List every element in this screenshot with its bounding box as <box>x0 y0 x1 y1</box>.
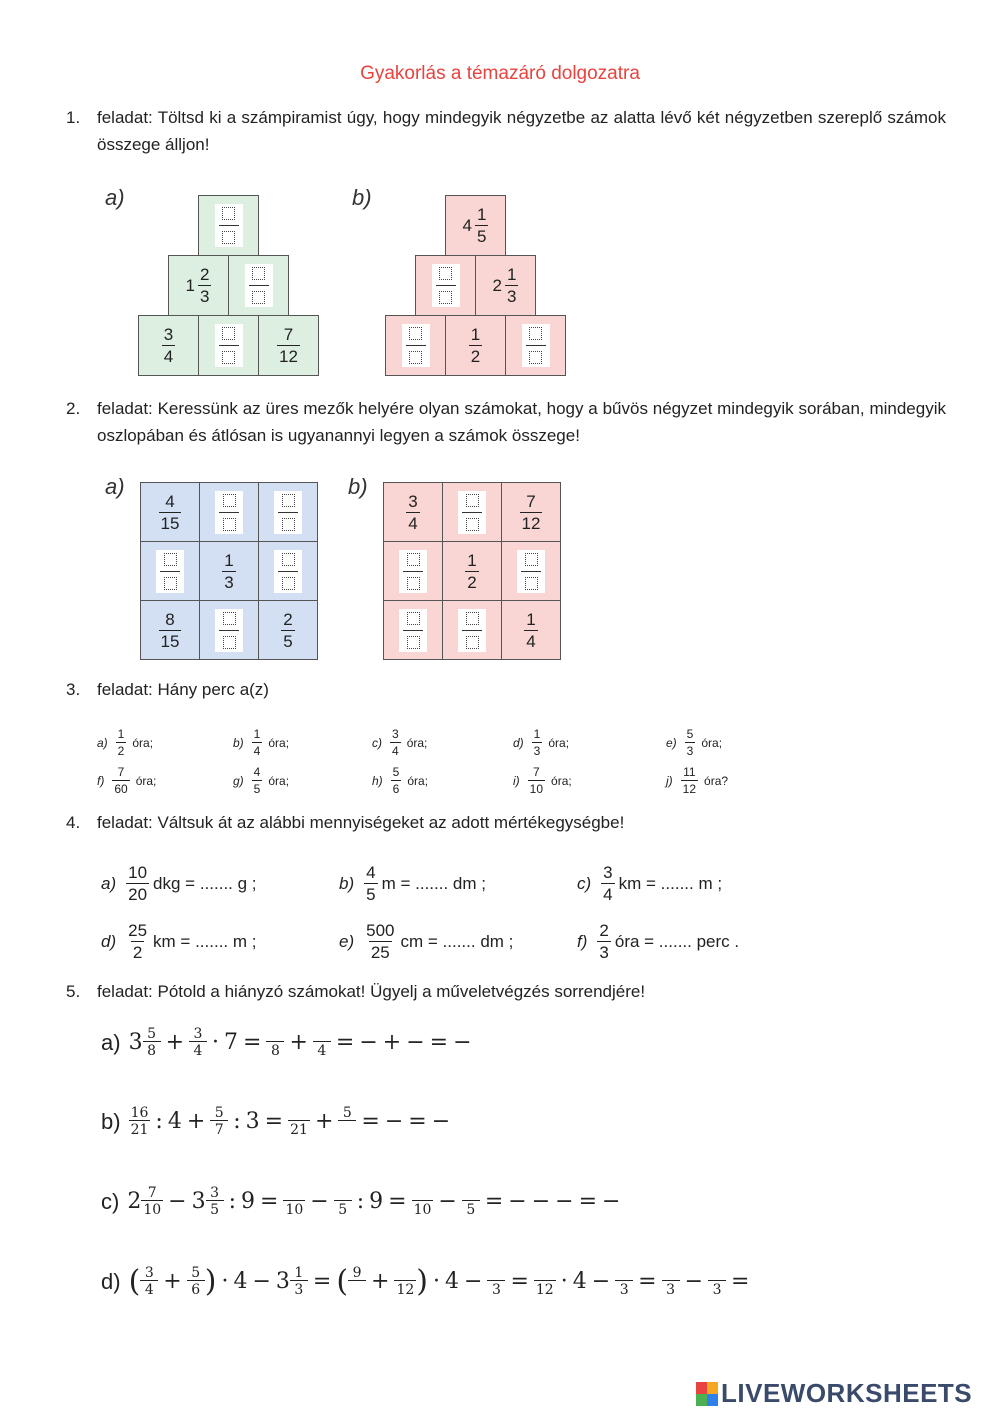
blank-fraction-input[interactable] <box>402 324 430 367</box>
item-label: j) <box>666 773 673 788</box>
fraction: $\frac{10}{20}$ <box>128 863 148 904</box>
item-label: i) <box>513 773 520 788</box>
task-text: feladat: Hány perc a(z) <box>97 680 269 699</box>
fraction: $\frac{3}{4}$ <box>392 727 399 758</box>
task-number: 5. <box>66 982 81 1001</box>
pyramid-cell <box>198 315 259 376</box>
fraction: $\frac{1}{4}$ <box>253 727 261 758</box>
fraction: $\frac{2}{3}$ <box>200 265 210 306</box>
item-unit: óra; <box>268 773 290 788</box>
fraction: $\frac{1}{3}$ <box>507 265 517 306</box>
task-3-item <box>97 766 156 795</box>
fraction: $\frac{7}{12}$ <box>279 325 298 366</box>
magic-square-cell <box>199 482 259 542</box>
fraction: $\frac{2}{5}$ <box>283 609 293 651</box>
blank-fraction-input[interactable] <box>517 550 545 593</box>
pyramid-cell <box>415 255 476 316</box>
magic-square-cell <box>501 541 561 601</box>
magic-square-cell <box>140 541 200 601</box>
blank-fraction-input[interactable] <box>522 324 550 367</box>
task-number: 3. <box>66 680 81 699</box>
item-label: h) <box>372 773 383 788</box>
item-label: c) <box>372 735 382 750</box>
blank-fraction-input[interactable] <box>156 550 184 593</box>
pyramid-label: a) <box>105 185 125 210</box>
task-4-item <box>577 864 722 903</box>
magic-square-label: b) <box>348 474 368 499</box>
magic-square-label: a) <box>105 474 125 499</box>
fraction: $\frac{1}{5}$ <box>477 205 487 246</box>
magic-square-cell <box>258 541 318 601</box>
fraction: $\frac{1}{3}$ <box>224 550 234 592</box>
fraction: $\frac{1}{4}$ <box>526 609 536 651</box>
item-unit: óra? <box>704 773 729 788</box>
conversion-blank[interactable]: dkg = ....... g ; <box>153 873 257 893</box>
logo-square <box>696 1382 707 1394</box>
fraction: $\frac{8}{15}$ <box>160 609 180 651</box>
magic-square-cell <box>199 541 259 601</box>
magic-square-cell <box>442 541 502 601</box>
equation-b: b) 16 21 : 4 + $\frac{5}{7}$ : 3 = 21 + 5 = − = − <box>101 1105 451 1138</box>
pyramid-cell <box>228 255 289 316</box>
task-1 <box>66 104 946 158</box>
task-3-item <box>513 728 569 757</box>
task-4-item <box>339 922 513 961</box>
fraction: $\frac{3}{4}$ <box>408 491 418 533</box>
equation-label: c) <box>101 1188 120 1214</box>
task-3-item <box>372 766 428 795</box>
task-3-item <box>513 766 572 795</box>
conversion-blank[interactable]: km = ....... m ; <box>618 873 723 893</box>
magic-square-cell <box>140 600 200 660</box>
equation-c: c) 2 7 10 − 3 3 5 : 9 = 10 − 5 : 9 = 10 − 5 = − − − = − <box>101 1185 621 1218</box>
task-number: 4. <box>66 813 81 832</box>
task-4-item <box>339 864 486 903</box>
blank-fraction-input[interactable] <box>274 550 302 593</box>
equation-label: a) <box>101 1029 121 1055</box>
pyramid-cell <box>138 315 199 376</box>
pyramid-cell <box>385 315 446 376</box>
item-label: a) <box>101 873 117 893</box>
blank-fraction-input[interactable] <box>458 491 486 534</box>
equation-label: b) <box>101 1108 121 1134</box>
fraction: $\frac{5}{6}$ <box>392 765 400 796</box>
pyramid-cell <box>445 315 506 376</box>
fraction: $\frac{3}{4}$ <box>603 863 613 904</box>
item-label: f) <box>577 931 588 951</box>
pyramid-cell <box>168 255 229 316</box>
task-number: 2. <box>66 399 81 418</box>
fraction: $\frac{500}{25}$ <box>366 921 395 962</box>
pyramid-cell <box>198 195 259 256</box>
magic-square-cell <box>501 482 561 542</box>
task-2 <box>66 395 946 449</box>
fraction: $\frac{1}{3}$ <box>533 727 541 758</box>
whole-number: 2 <box>492 275 502 295</box>
fraction: $\frac{1}{2}$ <box>467 550 477 592</box>
magic-square-cell <box>140 482 200 542</box>
item-unit: óra; <box>407 773 429 788</box>
fraction: $\frac{7}{12}$ <box>521 491 541 533</box>
fraction: $\frac{2}{3}$ <box>599 921 609 962</box>
blank-fraction-input[interactable] <box>399 609 427 652</box>
pyramid-cell <box>475 255 536 316</box>
item-unit: óra; <box>135 773 157 788</box>
magic-square-cell <box>383 600 443 660</box>
magic-square-cell <box>501 600 561 660</box>
equation-a: a) 3 5 8 + $\frac{3}{4}$ · 7 = 8 + 4 = − + − = − <box>101 1026 472 1059</box>
fraction: $\frac{25}{2}$ <box>128 921 148 962</box>
item-label: e) <box>339 931 355 951</box>
whole-number: 1 <box>185 275 195 295</box>
magic-square-cell <box>199 600 259 660</box>
pyramid-cell <box>258 315 319 376</box>
magic-square-cell <box>383 482 443 542</box>
blank-fraction-input[interactable] <box>215 324 243 367</box>
item-label: f) <box>97 773 105 788</box>
magic-square-cell <box>442 482 502 542</box>
fraction: $\frac{4}{5}$ <box>253 765 261 796</box>
task-3-item <box>97 728 153 757</box>
blank-fraction-input[interactable] <box>458 609 486 652</box>
item-label: b) <box>339 873 355 893</box>
page-title: Gyakorlás a témazáró dolgozatra <box>360 63 640 84</box>
equation-d: d) ( 3 4 + $\frac{5}{6}$ ) · 4 − 3 $\frac{1}{3}$ = ( 9 + 12 ) · 4 − 3 = 12 · 4 − 3 = 3 − 3 = <box>101 1264 750 1299</box>
magic-square-cell <box>383 541 443 601</box>
item-label: g) <box>233 773 244 788</box>
task-3-item <box>372 728 427 757</box>
fraction: $\frac{4}{5}$ <box>366 863 376 904</box>
conversion-blank[interactable]: km = ....... m ; <box>153 931 257 951</box>
item-unit: óra; <box>551 773 572 788</box>
blank-fraction-input[interactable] <box>215 609 243 652</box>
whole-number: 4 <box>462 215 472 235</box>
fraction: $\frac{1}{2}$ <box>470 325 481 366</box>
task-number: 1. <box>66 108 81 127</box>
logo-square <box>707 1382 718 1394</box>
task-text: feladat: Váltsuk át az alábbi mennyiségeket az adott mértékegységbe! <box>97 813 625 832</box>
fraction: $\frac{3}{4}$ <box>163 325 174 366</box>
item-unit: óra; <box>406 735 428 750</box>
task-5 <box>66 978 946 1005</box>
blank-fraction-input[interactable] <box>245 264 273 307</box>
task-4-item <box>101 922 256 961</box>
task-4-item <box>101 864 257 903</box>
logo-square <box>696 1394 707 1406</box>
logo-mark-icon <box>696 1382 718 1406</box>
blank-fraction-input[interactable] <box>215 204 243 247</box>
blank-fraction-input[interactable] <box>432 264 460 307</box>
pyramid-cell <box>445 195 506 256</box>
equation-label: d) <box>101 1268 121 1294</box>
task-3-item <box>666 728 722 757</box>
magic-square-cell <box>258 600 318 660</box>
fraction: $\frac{7}{10}$ <box>529 765 544 796</box>
pyramid-label: b) <box>352 185 372 210</box>
blank-fraction-input[interactable] <box>215 491 243 534</box>
pyramid-cell <box>505 315 566 376</box>
item-unit: óra; <box>268 735 290 750</box>
conversion-blank[interactable]: cm = ....... dm ; <box>400 931 514 951</box>
conversion-blank[interactable]: óra = ....... perc . <box>614 931 740 951</box>
item-label: d) <box>101 931 117 951</box>
conversion-blank[interactable]: m = ....... dm ; <box>381 873 486 893</box>
task-text: feladat: Töltsd ki a számpiramist úgy, hogy mindegyik négyzetbe az alatta lévő két négyzetben szereplő számok összege álljon! <box>97 108 946 154</box>
item-label: a) <box>97 735 108 750</box>
fraction: $\frac{11}{12}$ <box>682 765 697 796</box>
item-label: e) <box>666 735 677 750</box>
item-unit: óra; <box>132 735 154 750</box>
fraction: $\frac{1}{2}$ <box>117 727 125 758</box>
blank-fraction-input[interactable] <box>274 491 302 534</box>
logo-text: LIVEWORKSHEETS <box>721 1378 973 1408</box>
blank-fraction-input[interactable] <box>399 550 427 593</box>
item-label: b) <box>233 735 244 750</box>
fraction: $\frac{7}{60}$ <box>114 765 128 796</box>
magic-square-cell <box>442 600 502 660</box>
liveworksheets-logo <box>696 1378 972 1409</box>
logo-square <box>707 1394 718 1406</box>
task-4-item <box>577 922 739 961</box>
task-3 <box>66 676 946 703</box>
item-unit: óra; <box>701 735 723 750</box>
magic-square-cell <box>258 482 318 542</box>
item-label: d) <box>513 735 524 750</box>
item-unit: óra; <box>548 735 570 750</box>
item-label: c) <box>577 873 592 893</box>
task-3-item <box>233 766 289 795</box>
fraction: $\frac{4}{15}$ <box>160 491 180 533</box>
task-text: feladat: Keressünk az üres mezők helyére olyan számokat, hogy a bűvös négyzet mindegyik sorában, mindegyik oszlopában és átlósan is ugyanannyi legyen a számok összege! <box>97 399 946 445</box>
task-text: feladat: Pótold a hiányzó számokat! Ügyelj a műveletvégzés sorrendjére! <box>97 982 646 1001</box>
task-3-item <box>666 766 728 795</box>
task-4 <box>66 809 946 836</box>
fraction: $\frac{5}{3}$ <box>686 727 694 758</box>
task-3-item <box>233 728 289 757</box>
